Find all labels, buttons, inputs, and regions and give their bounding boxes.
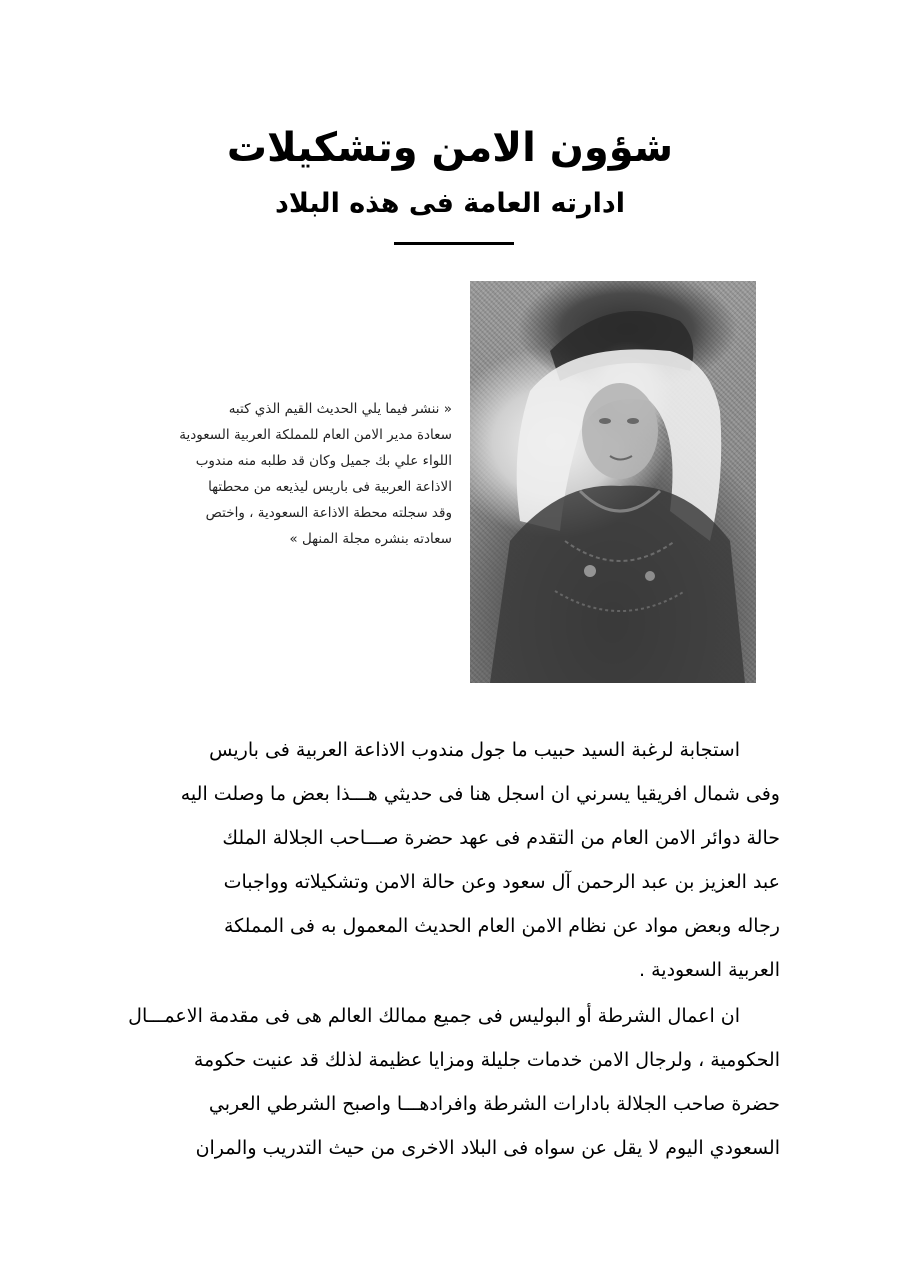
paragraph-2 <box>120 994 780 1170</box>
article-title: شؤون الامن وتشكيلات <box>226 125 674 171</box>
photo-caption <box>140 396 452 552</box>
article-subtitle: ادارته العامة فى هذه البلاد <box>275 188 625 219</box>
body-line: الحكومية ، ولرجال الامن خدمات جليلة ومزايا عظيمة لذلك قد عنيت حكومة <box>193 1049 780 1071</box>
body-line: حضرة صاحب الجلالة بادارات الشرطة وافرادهـــا واصبح الشرطي العربي <box>208 1093 780 1115</box>
article-body <box>120 728 780 1170</box>
caption-line: وقد سجلته محطة الاذاعة السعودية ، واختص <box>205 505 452 521</box>
body-line: ان اعمال الشرطة أو البوليس فى جميع ممالك العالم هى فى مقدمة الاعمـــال <box>128 1005 740 1027</box>
body-line: السعودي اليوم لا يقل عن سواه فى البلاد الاخرى من حيث التدريب والمران <box>195 1137 780 1159</box>
body-line: استجابة لرغبة السيد حبيب ما جول مندوب الاذاعة العربية فى باريس <box>209 739 740 761</box>
body-line: رجاله وبعض مواد عن نظام الامن العام الحديث المعمول به فى المملكة <box>223 915 780 937</box>
paragraph-1 <box>120 728 780 992</box>
portrait-photo <box>470 281 756 683</box>
body-line: عبد العزيز بن عبد الرحمن آل سعود وعن حالة الامن وتشكيلاته وواجبات <box>223 871 780 893</box>
caption-line: سعادته بنشره مجلة المنهل » <box>289 531 452 547</box>
body-line: حالة دوائر الامن العام من التقدم فى عهد حضرة صـــاحب الجلالة الملك <box>222 827 780 849</box>
caption-line: الاذاعة العربية فى باريس ليذيعه من محطتها <box>208 479 452 495</box>
caption-line: « ننشر فيما يلي الحديث القيم الذي كتبه <box>228 401 452 417</box>
body-line: وفى شمال افريقيا يسرني ان اسجل هنا فى حديثي هـــذا بعض ما وصلت اليه <box>180 783 780 805</box>
portrait-figure <box>470 281 756 683</box>
body-line: العربية السعودية . <box>639 959 780 981</box>
caption-line: اللواء علي بك جميل وكان قد طلبه منه مندوب <box>195 453 452 469</box>
caption-line: سعادة مدير الامن العام للمملكة العربية السعودية <box>179 427 452 443</box>
title-divider <box>394 242 514 245</box>
